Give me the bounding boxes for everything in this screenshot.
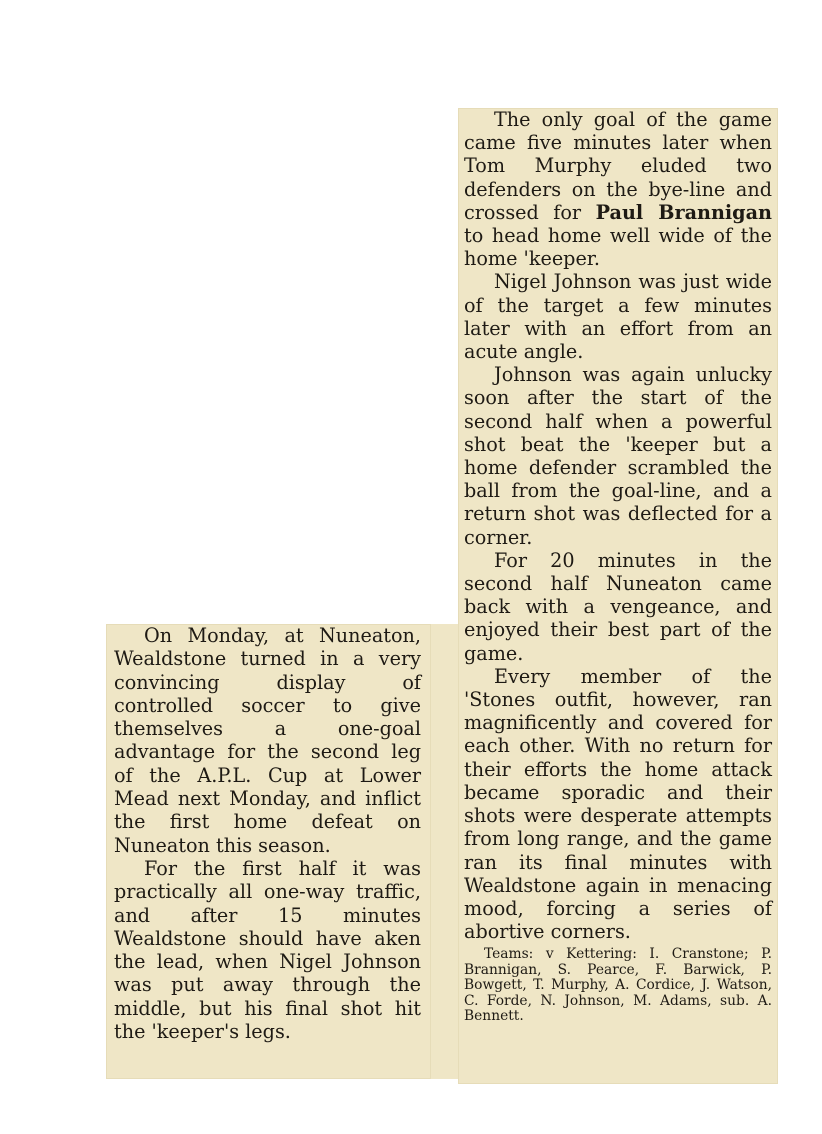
paragraph: On Monday, at Nuneaton, Wealdstone turned in a very convincing display of controlled soccer to give themselves a one-goal advantage for the second leg of the A.P.L. Cup at Lower Mead next Monday, and inflict the first home defeat on Nuneaton this season. (114, 624, 421, 857)
paragraph-text: The only goal of the game came five minutes later when Tom Murphy eluded two defenders on the bye-line and crossed for (464, 108, 772, 224)
paragraph: For 20 minutes in the second half Nuneaton came back with a vengeance, and enjoyed their best part of the game. (464, 548, 772, 665)
paragraph-text: to head home well wide of the home 'keeper. (464, 224, 772, 271)
paragraph: Nigel Johnson was just wide of the target a few minutes later with an effort from an acute angle. (464, 270, 772, 364)
clipping-right-column (458, 108, 778, 1084)
paragraph: Every member of the 'Stones outfit, however, ran magnificently and covered for each other. With no return for their efforts the home attack became sporadic and their shots were desperate attempts from long range, and the game ran its final minutes with Wealdstone again in menacing mood, forcing a series of abortive corners. (464, 664, 772, 944)
paragraph: For the first half it was practically all one-way traffic, and after 15 minutes Wealdstone should have aken the lead, when Nigel Johnson was put away through the middle, but his final shot hit the 'keeper's legs. (114, 856, 421, 1044)
paragraph: Johnson was again unlucky soon after the start of the second half when a powerful shot beat the 'keeper but a home defender scrambled the ball from the goal-line, and a return shot was deflected for a corner. (464, 363, 772, 549)
paragraph (464, 108, 772, 270)
team-lineup: Teams: v Kettering: I. Cranstone; P. Brannigan, S. Pearce, F. Barwick, P. Bowgett, T. Murphy, A. Cordice, J. Watson, C. Forde, N. Johnson, M. Adams, sub. A. Bennett. (464, 946, 772, 1024)
clipping-left-column (106, 624, 431, 1079)
player-name-bold: Paul Brannigan (595, 200, 772, 224)
